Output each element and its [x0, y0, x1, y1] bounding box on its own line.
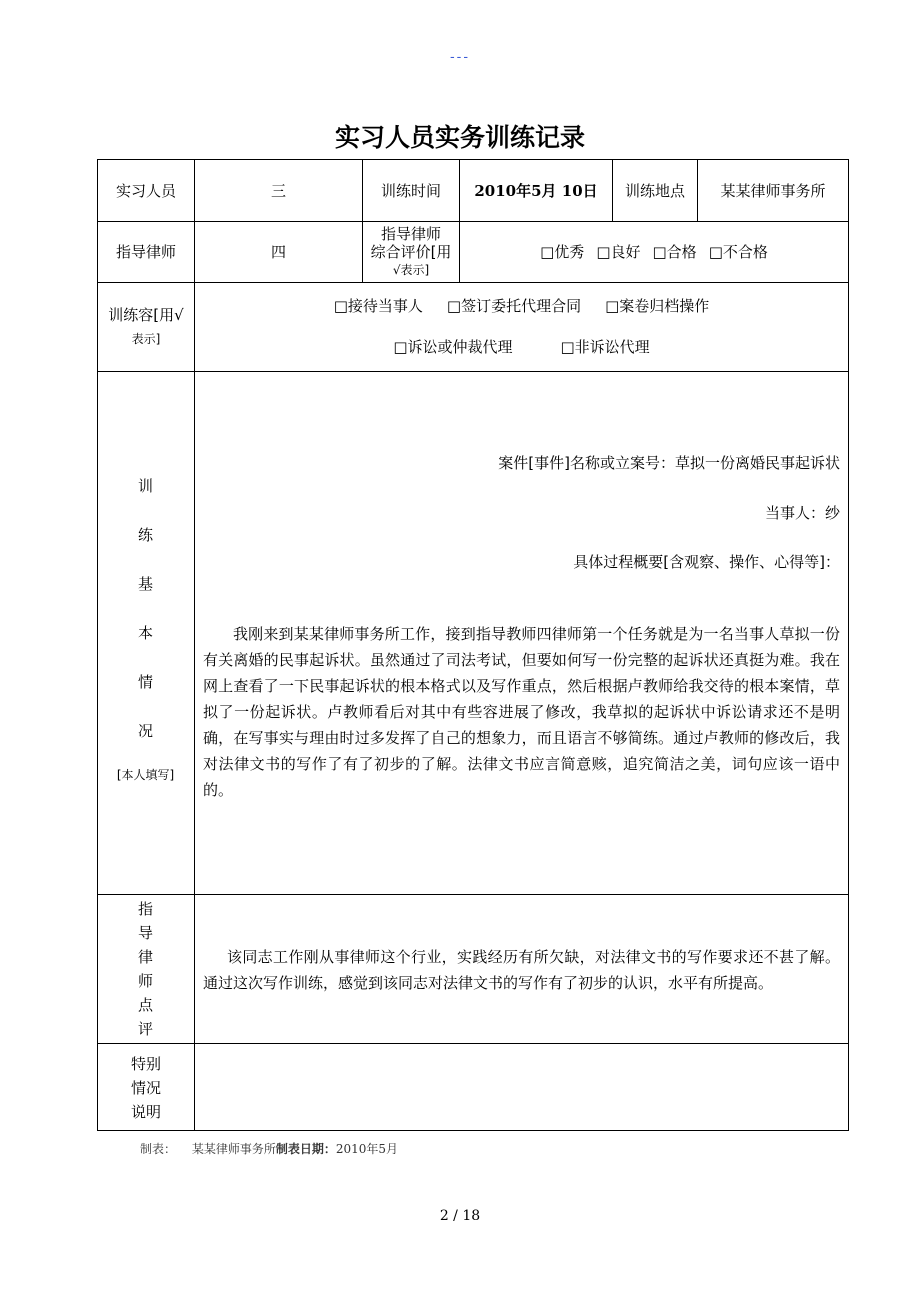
label-char: 点 [137, 996, 153, 1014]
option-sign-contract[interactable]: □签订委托代理合同 [446, 297, 582, 315]
option-fail[interactable]: □不合格 [708, 243, 768, 261]
training-content-options-line2 [195, 331, 848, 363]
option-receive-client[interactable]: □接待当事人 [333, 297, 423, 315]
label-char: 评 [137, 1020, 153, 1038]
process-paragraph: 我刚来到某某律师事务所工作，接到指导教师四律师第一个任务就是为一名当事人草拟一份有关离婚的民事起诉状。虽然通过了司法考试，但要如何写一份完整的起诉状还真挺为难。我在网上查看了一下民事起诉状的根本格式以及写作重点，然后根据卢教师给我交待的根本案情，草拟了一份起诉状。卢教师看后对其中有些容进展了修改，我草拟的起诉状中诉讼请求还不是明确，在写事实与理由时过多发挥了自己的想象力，而且语言不够简练。通过卢教师的修改后，我对法律文书的写作了有了初步的了解。法律文书应言简意赅，追究简洁之美，词句应该一语中的。 [203, 625, 840, 799]
label-note: [本人填写] [116, 768, 175, 782]
label-line: 特别 [130, 1055, 161, 1073]
basic-situation-label [97, 475, 194, 783]
label-char: 律 [137, 948, 153, 966]
party-name: 当事人：纱 [764, 504, 840, 522]
option-pass[interactable]: □合格 [652, 243, 697, 261]
date-value: 2010年5月 [335, 1142, 399, 1156]
label-char: 导 [137, 924, 153, 942]
mentor-label: 指导律师 [115, 243, 176, 261]
evaluation-options [460, 222, 848, 282]
option-excellent[interactable]: □优秀 [540, 243, 585, 261]
label-char: 本 [137, 624, 153, 642]
label-char: 基 [137, 575, 153, 593]
header-mark: --- [449, 50, 471, 65]
mentor-value: 四 [270, 243, 286, 261]
date-label: 制表日期： [275, 1142, 336, 1156]
made-by-value: 某某律师事务所 [191, 1142, 276, 1156]
label-char: 情 [137, 673, 153, 691]
option-non-litigation[interactable]: □非诉讼代理 [560, 338, 650, 356]
training-location-value: 某某律师事务所 [720, 181, 826, 200]
training-location-label: 训练地点 [624, 181, 685, 200]
training-time-label: 训练时间 [380, 181, 441, 200]
page-title: 实习人员实务训练记录 [334, 123, 585, 152]
mentor-comment-label [97, 898, 194, 1042]
special-notes-field[interactable] [195, 1044, 848, 1130]
option-good[interactable]: □良好 [596, 243, 641, 261]
training-content-label-line1: 训练容[用√ [108, 306, 184, 324]
eval-label-line3: √表示] [392, 263, 430, 277]
training-time-value: 2010年5月 10日 [474, 181, 598, 200]
label-char: 练 [137, 526, 153, 544]
option-file-archive[interactable]: □案卷归档操作 [605, 297, 710, 315]
label-line: 说明 [130, 1103, 161, 1121]
label-char: 训 [137, 477, 153, 495]
page-number: 2 / 18 [439, 1208, 481, 1224]
eval-label-line1: 指导律师 [380, 225, 441, 243]
form-footer [140, 1140, 398, 1157]
option-litigation[interactable]: □诉讼或仲裁代理 [393, 338, 513, 356]
training-content-options-line1 [195, 290, 848, 322]
process-title: 具体过程概要[含观察、操作、心得等]： [573, 553, 840, 571]
mentor-comment: 该同志工作刚从事律师这个行业，实践经历有所欠缺，对法律文书的写作要求还不甚了解。通过这次写作训练，感觉到该同志对法律文书的写作有了初步的认识，水平有所提高。 [203, 948, 840, 992]
eval-label-line2: 综合评价[用 [370, 243, 452, 261]
label-line: 情况 [130, 1079, 161, 1097]
training-content-label [98, 283, 194, 371]
training-content-label-line2: 表示] [131, 332, 161, 346]
intern-label: 实习人员 [115, 181, 176, 200]
case-name: 案件[事件]名称或立案号：草拟一份离婚民事起诉状 [498, 454, 840, 472]
label-char: 师 [137, 972, 153, 990]
label-char: 况 [137, 722, 153, 740]
special-notes-label [98, 1050, 194, 1126]
intern-value: 三 [270, 181, 286, 200]
made-by-label: 制表： [140, 1142, 177, 1156]
label-char: 指 [137, 900, 153, 918]
overall-evaluation-label [363, 222, 459, 282]
